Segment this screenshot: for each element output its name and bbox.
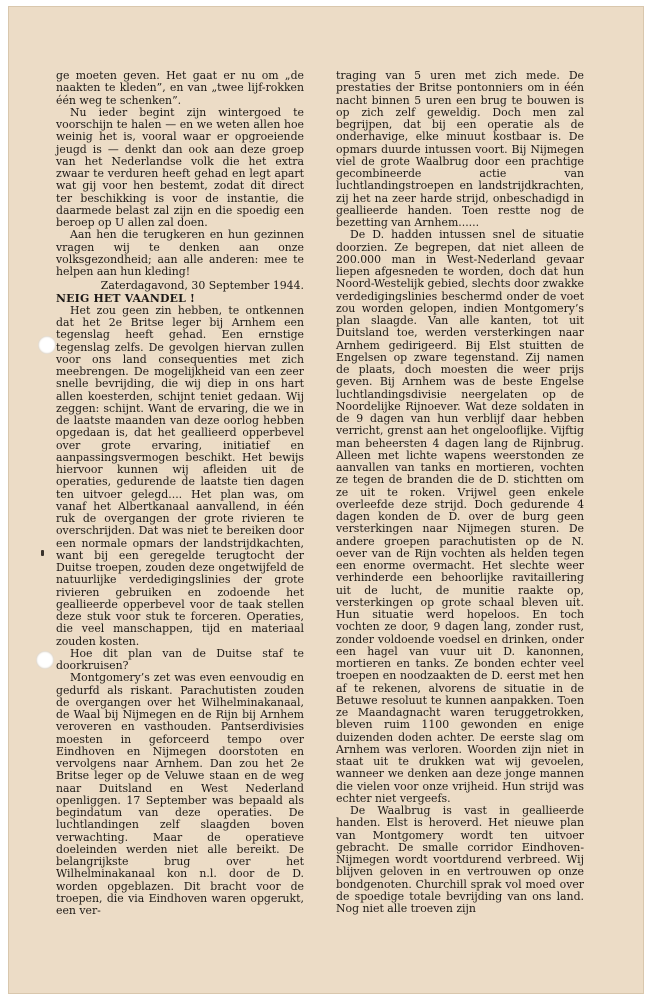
- right-column: [336, 70, 584, 915]
- left-column: [56, 70, 304, 917]
- article-heading: NEIG HET VAANDEL !: [56, 291, 195, 305]
- dateline: Zaterdagavond, 30 September 1944.: [100, 279, 304, 293]
- paragraph: traging van 5 uren met zich mede. De prestaties der Britse pontonniers om in één nacht binnen 5 uren een brug te bouwen is op zich zelf geweldig. Doch men zal begrijpen, dat bij een operatie als de onderhavige, elke minuut kostbaar is. De opmars duurde intussen voort. Bij Nijmegen viel de grote Waalbrug door een prachtige gecombineerde actie van luchtlandingstroepen en landstrijdkrachten, zij het na zeer harde strijd, onbeschadigd in geallieerde handen. Toen restte nog de bezetting van Arnhem......: [336, 69, 584, 229]
- paragraph: Aan hen die terugkeren en hun gezinnen vragen wij te denken aan onze volksgezondheid; aan alle anderen: mee te helpen aan hun kleding!: [56, 228, 304, 278]
- paragraph: Montgomery’s zet was even eenvoudig en gedurfd als riskant. Parachutisten zouden de overgangen over het Wilhelminakanaal, de Waal bij Nijmegen en de Rijn bij Arnhem veroveren en vasthouden. Pantserdivisies moesten in geforceerd tempo over Eindhoven en Nijmegen doorstoten en vervolgens naar Arnhem. Dan zou het 2e Britse leger op de Veluwe staan en de weg naar Duitsland en West Nederland openliggen. 17 September was bepaald als begindatum van deze operaties. De luchtlandingen zelf slaagden boven verwachting. Maar de operatieve doeleinden werden niet alle bereikt. De belangrijkste brug over het Wilhelminakanaal kon n.l. door de D. worden opgeblazen. Dit bracht voor de troepen, die via Eindhoven waren opgerukt, een ver-: [56, 671, 304, 917]
- document-page: [8, 6, 644, 994]
- paragraph: Hoe dit plan van de Duitse staf te doorkruisen?: [56, 646, 304, 672]
- ink-speck: [41, 550, 44, 556]
- paragraph: Het zou geen zin hebben, te ontkennen dat het 2e Britse leger bij Arnhem een tegenslag heeft gehad. Een ernstige tegenslag zelfs. De gevolgen hiervan zullen voor ons land consequenties met zich meebrengen. De mogelijkheid van een zeer snelle bevrijding, die wij diep in ons hart allen koesterden, schijnt teniet gedaan. Wij zeggen: schijnt. Want de ervaring, die we in de laatste maanden van deze oorlog hebben opgedaan is, dat het geallieerd opperbevel over grote ervaring, initiatief en aanpassingsvermogen beschikt. Het bewijs hiervoor kunnen wij afleiden uit de operaties, gedurende de laatste tien dagen ten uitvoer gelegd.... Het plan was, om vanaf het Albertkanaal aanvallend, in één ruk de overgangen der grote rivieren te overschrijden. Dat was niet te bereiken door een normale opmars der landstrijdkachten, want bij een geregelde terugtocht der Duitse troepen, zouden deze ongetwijfeld de natuurlijke verdedigingslinies der grote rivieren gebruiken en zodoende het geallieerde opperbevel voor de taak stellen deze stuk voor stuk te forceren. Operaties, die veel manschappen, tijd en materiaal zouden kosten.: [56, 303, 304, 648]
- paragraph: ge moeten geven. Het gaat er nu om „de naakten te kleden”, en van „twee lijf-rokken één weg te schenken”.: [56, 69, 304, 107]
- punch-hole-bottom: [36, 651, 54, 669]
- paragraph: De D. hadden intussen snel de situatie doorzien. Ze begrepen, dat niet alleen de 200.000 man in West-Nederland gevaar liepen afgesneden te worden, doch dat hun Noord-Westelijk gebied, slechts door zwakke verdedigingslinies beschermd onder de voet zou worden gelopen, indien Montgomery’s plan slaagde. Van alle kanten, tot uit Duitsland toe, werden versterkingen naar Arnhem gedirigeerd. Bij Elst stuitten de Engelsen op zware tegenstand. Zij namen de plaats, doch moesten die weer prijs geven. Bij Arnhem was de beste Engelse luchtlandingsdivisie neergelaten op de Noordelijke Rijnoever. Wat deze soldaten in de 9 dagen van hun verblijf daar hebben verricht, grenst aan het ongelooflijke. Vijftig man beheersten 4 dagen lang de Rijnbrug. Alleen met lichte wapens weerstonden ze aanvallen van tanks en mortieren, vochten ze tegen de branden die de D. stichtten om ze uit te roken. Vrijwel geen enkele overleefde deze strijd. Doch gedurende 4 dagen konden de D. over de burg geen versterkingen naar Nijmegen sturen. De andere groepen parachutisten op de N. oever van de Rijn vochten als helden tegen een enorme overmacht. Het slechte weer verhinderde een behoorlijke ravitaillering uit de lucht, de munitie raakte op, versterkingen op grote schaal bleven uit. Hun situatie werd hopeloos. En toch vochten ze door, 9 dagen lang, zonder rust, zonder voldoende voedsel en drinken, onder een hagel van vuur uit D. kanonnen, mortieren en tanks. Ze bonden echter veel troepen en noodzaakten de D. eerst met hen af te rekenen, alvorens de situatie in de Betuwe resoluut te kunnen aanpakken. Toen ze Maandagnacht waren teruggetrokken, bleven ruim 1100 gewonden en enige duizenden doden achter. De eerste slag om Arnhem was verloren. Woorden zijn niet in staat uit te drukken wat wij gevoelen, wanneer we denken aan deze jonge mannen die vielen voor onze vrijheid. Hun strijd was echter niet vergeefs.: [336, 228, 584, 805]
- paragraph: Nu ieder begint zijn wintergoed te voorschijn te halen — en we weten allen hoe weinig het is, vooral waar er opgroeiende jeugd is — denkt dan ook aan deze groep van het Nederlandse volk die het extra zwaar te verduren heeft gehad en legt apart wat gij voor hen bestemt, zodat dit direct ter beschikking is voor de instantie, die daarmede belast zal zijn en die spoedig een beroep op U allen zal doen.: [56, 105, 304, 229]
- paragraph: De Waalbrug is vast in geallieerde handen. Elst is heroverd. Het nieuwe plan van Montgomery wordt ten uitvoer gebracht. De smalle corridor Eindhoven-Nijmegen wordt voortdurend verbreed. Wij blijven geloven in en vertrouwen op onze bondgenoten. Churchill sprak vol moed over de spoedige totale bevrijding van ons land. Nog niet alle troeven zijn: [336, 804, 584, 915]
- punch-hole-top: [38, 336, 56, 354]
